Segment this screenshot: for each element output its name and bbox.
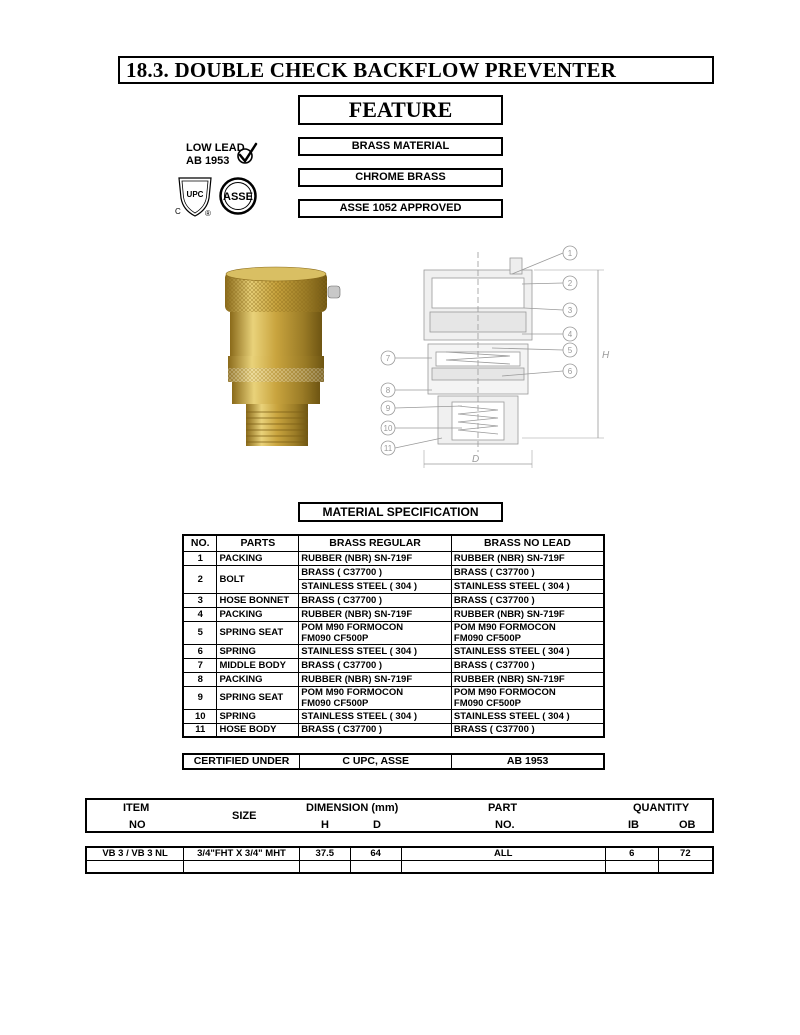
hdr-ib: IB [628, 819, 639, 831]
table-row [183, 709, 604, 723]
row-part: SPRING SEAT [217, 686, 299, 709]
row-part: HOSE BONNET [217, 593, 299, 607]
row-no: 6 [183, 644, 217, 658]
row-nolead [451, 621, 604, 644]
upc-registered-mark: ® [205, 209, 211, 218]
row-regular: STAINLESS STEEL ( 304 ) [299, 709, 452, 723]
row-part: MIDDLE BODY [217, 658, 299, 672]
nolead-line1: POM M90 FORMOCON [453, 686, 556, 698]
col-no: NO. [183, 535, 217, 551]
dimension-table [85, 846, 714, 874]
hdr-part-no: NO. [495, 819, 515, 831]
material-table [182, 534, 605, 738]
upc-shield-icon [171, 176, 217, 220]
callout-4: 4 [567, 330, 573, 339]
row-no: 9 [183, 686, 217, 709]
callout-2: 2 [567, 279, 573, 288]
hdr-ob: OB [679, 819, 696, 831]
feature-item-chrome: CHROME BRASS [298, 168, 503, 187]
regular-line1: POM M90 FORMOCON [301, 621, 404, 633]
row-regular: BRASS ( C37700 ) [299, 723, 452, 737]
regular-line2: FM090 CF500P [301, 632, 369, 644]
upc-c-mark: C [175, 207, 181, 216]
table-row [183, 723, 604, 737]
row-nolead: BRASS ( C37700 ) [451, 723, 604, 737]
nolead-line2: FM090 CF500P [453, 632, 521, 644]
callout-8: 8 [385, 386, 391, 395]
cell-item: VB 3 / VB 3 NL [86, 847, 184, 860]
table-row [183, 658, 604, 672]
dim-h-label: H [602, 350, 610, 361]
row-nolead: RUBBER (NBR) SN-719F [451, 551, 604, 565]
row-no: 2 [183, 565, 217, 593]
table-row [183, 593, 604, 607]
col-brass-regular: BRASS REGULAR [299, 535, 452, 551]
empty-cell [184, 860, 300, 873]
row-nolead [451, 686, 604, 709]
row-nolead: STAINLESS STEEL ( 304 ) [451, 579, 604, 593]
feature-item-brass: BRASS MATERIAL [298, 137, 503, 156]
row-nolead: STAINLESS STEEL ( 304 ) [451, 709, 604, 723]
table-row [183, 644, 604, 658]
dim-d-label: D [472, 454, 480, 465]
row-no: 5 [183, 621, 217, 644]
row-regular [299, 621, 452, 644]
empty-cell [658, 860, 713, 873]
col-parts: PARTS [217, 535, 299, 551]
row-part: BOLT [217, 565, 299, 593]
table-row-empty [86, 860, 713, 873]
asse-mark: ASSE [223, 191, 253, 203]
hdr-d: D [373, 819, 381, 831]
row-part: SPRING [217, 644, 299, 658]
row-no: 10 [183, 709, 217, 723]
hdr-h: H [321, 819, 329, 831]
regular-line2: FM090 CF500P [301, 697, 369, 709]
row-nolead: STAINLESS STEEL ( 304 ) [451, 644, 604, 658]
row-regular: BRASS ( C37700 ) [299, 658, 452, 672]
row-regular: RUBBER (NBR) SN-719F [299, 551, 452, 565]
upc-mark: UPC [186, 190, 204, 199]
row-part: PACKING [217, 607, 299, 621]
row-no: 4 [183, 607, 217, 621]
table-row [86, 847, 713, 860]
feature-heading: FEATURE [298, 95, 503, 125]
nolead-line1: POM M90 FORMOCON [453, 621, 556, 633]
row-part: PACKING [217, 672, 299, 686]
low-lead-line1: LOW LEAD [186, 142, 245, 154]
hdr-part: PART [488, 802, 518, 814]
row-regular: STAINLESS STEEL ( 304 ) [299, 644, 452, 658]
row-regular [299, 686, 452, 709]
row-nolead: RUBBER (NBR) SN-719F [451, 672, 604, 686]
row-nolead: BRASS ( C37700 ) [451, 593, 604, 607]
row-regular: BRASS ( C37700 ) [299, 593, 452, 607]
asse-seal-icon [219, 177, 257, 215]
certified-label: CERTIFIED UNDER [183, 754, 300, 769]
empty-cell [401, 860, 605, 873]
cell-part: ALL [401, 847, 605, 860]
cell-size: 3/4"FHT X 3/4" MHT [184, 847, 300, 860]
empty-cell [350, 860, 401, 873]
low-lead-line2: AB 1953 [186, 155, 230, 167]
row-nolead: RUBBER (NBR) SN-719F [451, 607, 604, 621]
row-no: 7 [183, 658, 217, 672]
row-part: SPRING SEAT [217, 621, 299, 644]
empty-cell [299, 860, 350, 873]
product-photo [200, 264, 350, 454]
row-no: 11 [183, 723, 217, 737]
callout-6: 6 [567, 367, 573, 376]
row-regular: RUBBER (NBR) SN-719F [299, 607, 452, 621]
row-part: SPRING [217, 709, 299, 723]
row-nolead: BRASS ( C37700 ) [451, 658, 604, 672]
page-title: 18.3. DOUBLE CHECK BACKFLOW PREVENTER [118, 56, 714, 84]
callout-9: 9 [385, 404, 391, 413]
row-regular: BRASS ( C37700 ) [299, 565, 452, 579]
table-row [183, 565, 604, 579]
row-nolead: BRASS ( C37700 ) [451, 565, 604, 579]
regular-line1: POM M90 FORMOCON [301, 686, 404, 698]
hdr-item-no: NO [129, 819, 146, 831]
row-part: PACKING [217, 551, 299, 565]
cross-section-drawing [372, 240, 612, 470]
callout-10: 10 [383, 424, 393, 433]
cell-ob: 72 [658, 847, 713, 860]
callout-5: 5 [567, 346, 573, 355]
callout-3: 3 [567, 306, 573, 315]
empty-cell [86, 860, 184, 873]
table-row [183, 686, 604, 709]
hdr-item: ITEM [123, 802, 150, 814]
empty-cell [605, 860, 658, 873]
callout-7: 7 [385, 354, 391, 363]
callout-1: 1 [567, 249, 573, 258]
cell-d: 64 [350, 847, 401, 860]
certified-nolead: AB 1953 [452, 754, 604, 769]
certified-regular: C UPC, ASSE [300, 754, 452, 769]
material-spec-heading: MATERIAL SPECIFICATION [298, 502, 503, 522]
hdr-dimension: DIMENSION (mm) [306, 802, 399, 814]
row-part: HOSE BODY [217, 723, 299, 737]
cell-ib: 6 [605, 847, 658, 860]
table-row [183, 551, 604, 565]
row-no: 3 [183, 593, 217, 607]
table-row [183, 621, 604, 644]
hdr-size: SIZE [232, 810, 257, 822]
row-no: 1 [183, 551, 217, 565]
row-regular: RUBBER (NBR) SN-719F [299, 672, 452, 686]
checkmark-icon [236, 142, 258, 166]
hdr-quantity: QUANTITY [633, 802, 690, 814]
callout-11: 11 [383, 444, 393, 453]
table-row [183, 672, 604, 686]
row-no: 8 [183, 672, 217, 686]
table-row [183, 607, 604, 621]
certified-table [182, 753, 605, 770]
row-regular: STAINLESS STEEL ( 304 ) [299, 579, 452, 593]
nolead-line2: FM090 CF500P [453, 697, 521, 709]
col-brass-no-lead: BRASS NO LEAD [451, 535, 604, 551]
cell-h: 37.5 [299, 847, 350, 860]
feature-item-asse: ASSE 1052 APPROVED [298, 199, 503, 218]
dimension-header [85, 798, 714, 833]
